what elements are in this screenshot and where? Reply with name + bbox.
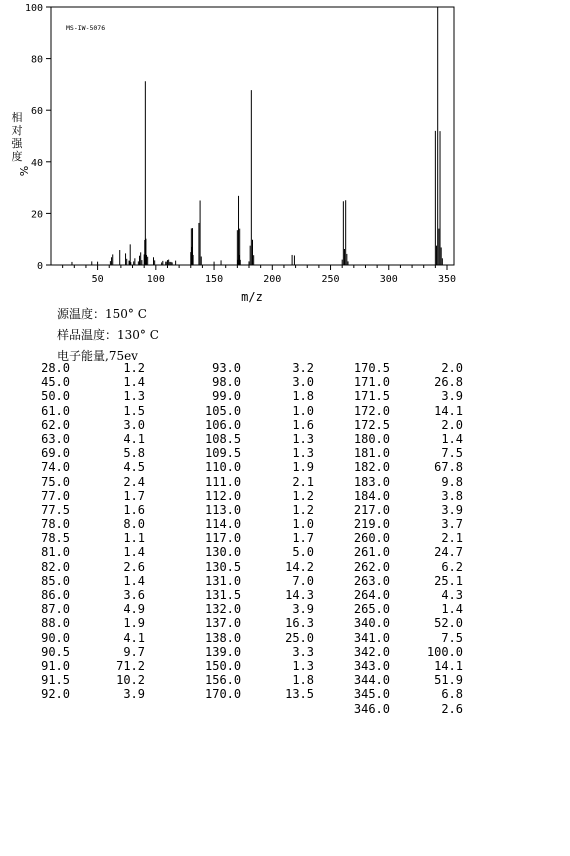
mz-value: 91.5: [41, 673, 70, 688]
abundance-value: 4.5: [123, 460, 145, 475]
mz-value: 61.0: [41, 403, 70, 418]
mz-value: 90.5: [41, 644, 70, 659]
abundance-value: 4.3: [441, 588, 463, 602]
x-axis: [63, 265, 456, 285]
x-tick-label: 350: [437, 274, 457, 285]
abundance-value: 25.0: [285, 630, 314, 645]
abundance-value: 3.2: [292, 361, 314, 375]
table-row: [351, 389, 463, 403]
y-axis-label-char: 对: [11, 124, 23, 137]
abundance-value: 4.1: [123, 431, 145, 446]
table-row: [32, 389, 145, 403]
mz-value: 138.0: [205, 630, 242, 645]
mz-value: 184.0: [353, 488, 390, 503]
table-row: [205, 574, 314, 588]
table-row: [351, 673, 463, 687]
abundance-value: 1.3: [292, 658, 314, 673]
table-row: [205, 432, 314, 446]
table-row: [351, 560, 463, 574]
abundance-value: 4.1: [123, 630, 145, 645]
table-row: [32, 531, 145, 545]
mz-value: 260.0: [353, 531, 390, 546]
mz-value: 150.0: [205, 658, 242, 673]
abundance-value: 3.9: [441, 502, 463, 517]
table-row: [351, 702, 463, 716]
table-row: [32, 602, 145, 616]
mz-value: 112.0: [205, 488, 242, 503]
table-row: [205, 588, 314, 602]
abundance-value: 1.3: [292, 446, 314, 461]
abundance-value: 1.0: [292, 517, 314, 532]
mz-value: 171.0: [353, 375, 390, 390]
table-row: [32, 418, 145, 432]
mz-value: 131.0: [205, 573, 242, 588]
abundance-value: 14.1: [434, 403, 463, 418]
abundance-value: 14.3: [285, 588, 314, 602]
table-row: [351, 659, 463, 673]
abundance-value: 52.0: [434, 616, 463, 631]
table-row: [351, 446, 463, 460]
table-row: [205, 659, 314, 673]
mz-value: 50.0: [41, 389, 70, 404]
table-row: [32, 574, 145, 588]
mz-value: 81.0: [41, 545, 70, 560]
abundance-value: 3.9: [123, 687, 145, 702]
mz-value: 139.0: [205, 644, 242, 659]
mz-value: 87.0: [41, 602, 70, 617]
abundance-value: 1.5: [123, 403, 145, 418]
mz-value: 340.0: [353, 616, 390, 631]
mz-value: 109.5: [205, 446, 242, 461]
table-row: [351, 404, 463, 418]
abundance-value: 3.9: [292, 602, 314, 617]
abundance-value: 2.4: [123, 474, 145, 489]
mz-value: 28.0: [41, 361, 70, 375]
table-row: [351, 687, 463, 701]
mz-value: 344.0: [353, 673, 390, 688]
abundance-value: 1.7: [123, 488, 145, 503]
y-tick-label: 60: [30, 106, 43, 118]
abundance-value: 14.2: [285, 559, 314, 574]
source-temperature: 源温度：150° C: [57, 307, 147, 321]
mz-value: 170.5: [353, 361, 390, 375]
abundance-value: 1.1: [123, 531, 145, 546]
y-axis-label: [12, 110, 31, 176]
table-row: [32, 475, 145, 489]
mz-value: 172.5: [353, 417, 390, 432]
mz-value: 156.0: [205, 673, 242, 688]
abundance-value: 24.7: [434, 545, 463, 560]
mz-value: 345.0: [353, 687, 390, 702]
mz-value: 132.0: [205, 602, 242, 617]
x-tick-label: 50: [91, 274, 104, 285]
spectrum-id-watermark: MS-IW-5076: [66, 24, 106, 32]
mz-value: 182.0: [353, 460, 390, 475]
abundance-value: 1.3: [292, 431, 314, 446]
mz-value: 341.0: [353, 630, 390, 645]
table-row: [351, 602, 463, 616]
mz-value: 219.0: [353, 517, 390, 532]
abundance-value: 9.7: [123, 644, 145, 659]
mz-value: 92.0: [41, 687, 70, 702]
mz-value: 111.0: [205, 474, 242, 489]
abundance-value: 1.3: [123, 389, 145, 404]
abundance-value: 7.0: [292, 573, 314, 588]
table-row: [32, 517, 145, 531]
abundance-value: 2.6: [441, 701, 463, 716]
mz-value: 171.5: [353, 389, 390, 404]
abundance-value: 1.4: [123, 375, 145, 390]
mz-value: 62.0: [41, 417, 70, 432]
mz-value: 91.0: [41, 658, 70, 673]
mz-value: 131.5: [205, 588, 242, 602]
mz-value: 130.0: [205, 545, 242, 560]
table-row: [32, 361, 145, 375]
table-row: [351, 503, 463, 517]
mz-value: 78.5: [41, 531, 70, 546]
abundance-value: 8.0: [123, 517, 145, 532]
table-row: [205, 361, 314, 375]
table-row: [205, 446, 314, 460]
abundance-value: 3.3: [292, 644, 314, 659]
abundance-value: 13.5: [285, 687, 314, 702]
abundance-value: 6.2: [441, 559, 463, 574]
table-row: [205, 389, 314, 403]
abundance-value: 14.1: [434, 658, 463, 673]
table-row: [351, 475, 463, 489]
abundance-value: 3.7: [441, 517, 463, 532]
mz-value: 98.0: [212, 375, 241, 390]
y-axis-unit: %: [17, 165, 30, 177]
mz-value: 78.0: [41, 517, 70, 532]
table-row: [351, 489, 463, 503]
abundance-value: 51.9: [434, 673, 463, 688]
table-row: [32, 446, 145, 460]
mz-value: 75.0: [41, 474, 70, 489]
mz-value: 343.0: [353, 658, 390, 673]
table-row: [351, 375, 463, 389]
mz-value: 262.0: [353, 559, 390, 574]
table-row: [32, 404, 145, 418]
table-row: [205, 418, 314, 432]
mz-value: 85.0: [41, 573, 70, 588]
table-row: [32, 687, 145, 701]
electron-energy: 电子能量,75ev: [57, 349, 138, 363]
sample-temperature: 样品温度：130° C: [57, 328, 159, 342]
y-tick-label: 40: [30, 157, 43, 169]
mz-value: 113.0: [205, 502, 242, 517]
table-row: [351, 517, 463, 531]
mz-value: 172.0: [353, 403, 390, 418]
table-row: [351, 588, 463, 602]
mz-value: 263.0: [353, 573, 390, 588]
table-row: [205, 673, 314, 687]
mz-value: 110.0: [205, 460, 242, 475]
abundance-value: 1.4: [123, 573, 145, 588]
abundance-value: 10.2: [116, 673, 145, 688]
table-row: [351, 361, 463, 375]
mz-value: 181.0: [353, 446, 390, 461]
table-row: [351, 460, 463, 474]
table-row: [351, 574, 463, 588]
mz-value: 99.0: [212, 389, 241, 404]
table-row: [32, 545, 145, 559]
abundance-value: 3.6: [123, 588, 145, 602]
abundance-value: 7.5: [441, 446, 463, 461]
abundance-value: 1.8: [292, 673, 314, 688]
table-row: [205, 631, 314, 645]
table-row: [351, 531, 463, 545]
mz-value: 346.0: [353, 701, 390, 716]
table-row: [32, 645, 145, 659]
abundance-value: 4.9: [123, 602, 145, 617]
abundance-value: 6.8: [441, 687, 463, 702]
mz-value: 183.0: [353, 474, 390, 489]
table-row: [351, 645, 463, 659]
abundance-value: 100.0: [426, 644, 463, 659]
mz-value: 108.5: [205, 431, 242, 446]
x-axis-label: m/z: [241, 290, 263, 304]
table-row: [32, 503, 145, 517]
table-row: [32, 460, 145, 474]
table-row: [32, 375, 145, 389]
table-row: [351, 432, 463, 446]
y-tick-label: 100: [24, 3, 43, 14]
abundance-value: 1.7: [292, 531, 314, 546]
y-axis-label-char: 度: [11, 150, 23, 163]
table-row: [205, 460, 314, 474]
x-tick-label: 250: [321, 274, 340, 285]
table-row: [351, 616, 463, 630]
x-tick-label: 100: [146, 274, 165, 285]
mz-value: 86.0: [41, 588, 70, 602]
abundance-value: 3.9: [441, 389, 463, 404]
x-tick-label: 150: [205, 274, 224, 285]
abundance-value: 1.6: [292, 417, 314, 432]
table-row: [205, 503, 314, 517]
abundance-value: 2.0: [441, 361, 463, 375]
mz-value: 264.0: [353, 588, 390, 602]
mz-value: 82.0: [41, 559, 70, 574]
table-row: [205, 404, 314, 418]
x-tick-label: 300: [379, 274, 398, 285]
abundance-value: 1.4: [441, 602, 463, 617]
peak-table-column-1: [32, 361, 145, 702]
abundance-value: 3.0: [123, 417, 145, 432]
table-row: [32, 631, 145, 645]
mz-value: 265.0: [353, 602, 390, 617]
mz-value: 77.0: [41, 488, 70, 503]
abundance-value: 2.1: [441, 531, 463, 546]
peak-series: [72, 7, 442, 265]
table-row: [205, 616, 314, 630]
abundance-value: 1.8: [292, 389, 314, 404]
mz-value: 130.5: [205, 559, 242, 574]
table-row: [205, 687, 314, 701]
table-row: [205, 560, 314, 574]
table-row: [205, 645, 314, 659]
abundance-value: 1.4: [123, 545, 145, 560]
abundance-value: 71.2: [116, 658, 145, 673]
mz-value: 74.0: [41, 460, 70, 475]
table-row: [32, 489, 145, 503]
table-row: [205, 602, 314, 616]
abundance-value: 1.2: [292, 502, 314, 517]
table-row: [32, 616, 145, 630]
table-row: [205, 517, 314, 531]
abundance-value: 16.3: [285, 616, 314, 631]
table-row: [351, 418, 463, 432]
table-row: [32, 432, 145, 446]
mz-value: 77.5: [41, 502, 70, 517]
abundance-value: 1.0: [292, 403, 314, 418]
y-axis-label-char: 强: [11, 137, 23, 150]
abundance-value: 1.6: [123, 502, 145, 517]
mz-value: 106.0: [205, 417, 242, 432]
mz-value: 137.0: [205, 616, 242, 631]
table-row: [205, 489, 314, 503]
mz-value: 217.0: [353, 502, 390, 517]
y-axis-label-char: 相: [11, 111, 23, 124]
mz-value: 63.0: [41, 431, 70, 446]
table-row: [32, 673, 145, 687]
abundance-value: 1.9: [292, 460, 314, 475]
mz-value: 180.0: [353, 431, 390, 446]
table-row: [32, 588, 145, 602]
mz-value: 105.0: [205, 403, 242, 418]
abundance-value: 1.9: [123, 616, 145, 631]
mz-value: 114.0: [205, 517, 242, 532]
mz-value: 342.0: [353, 644, 390, 659]
abundance-value: 5.0: [292, 545, 314, 560]
abundance-value: 3.8: [441, 488, 463, 503]
mass-spectrum-chart: [0, 0, 570, 310]
mz-value: 90.0: [41, 630, 70, 645]
mz-value: 88.0: [41, 616, 70, 631]
plot-frame: [51, 7, 454, 265]
peak-table-column-3: [351, 361, 463, 716]
table-row: [32, 560, 145, 574]
abundance-value: 67.8: [434, 460, 463, 475]
abundance-value: 2.6: [123, 559, 145, 574]
table-row: [32, 659, 145, 673]
mz-value: 69.0: [41, 446, 70, 461]
table-row: [205, 545, 314, 559]
y-tick-label: 20: [30, 209, 43, 221]
mz-value: 170.0: [205, 687, 242, 702]
table-row: [205, 531, 314, 545]
table-row: [351, 631, 463, 645]
abundance-value: 9.8: [441, 474, 463, 489]
abundance-value: 1.2: [292, 488, 314, 503]
abundance-value: 7.5: [441, 630, 463, 645]
mz-value: 93.0: [212, 361, 241, 375]
table-row: [351, 545, 463, 559]
mz-value: 117.0: [205, 531, 242, 546]
abundance-value: 3.0: [292, 375, 314, 390]
y-tick-label: 80: [30, 54, 43, 66]
abundance-value: 2.0: [441, 417, 463, 432]
abundance-value: 1.4: [441, 431, 463, 446]
table-row: [205, 475, 314, 489]
peak-table-column-2: [205, 361, 314, 702]
table-row: [205, 375, 314, 389]
mz-value: 45.0: [41, 375, 70, 390]
abundance-value: 26.8: [434, 375, 463, 390]
abundance-value: 2.1: [292, 474, 314, 489]
abundance-value: 1.2: [123, 361, 145, 375]
abundance-value: 25.1: [434, 573, 463, 588]
mz-value: 261.0: [353, 545, 390, 560]
abundance-value: 5.8: [123, 446, 145, 461]
x-tick-label: 200: [263, 274, 282, 285]
y-axis: [25, 3, 51, 272]
y-tick-label: 0: [36, 261, 43, 272]
